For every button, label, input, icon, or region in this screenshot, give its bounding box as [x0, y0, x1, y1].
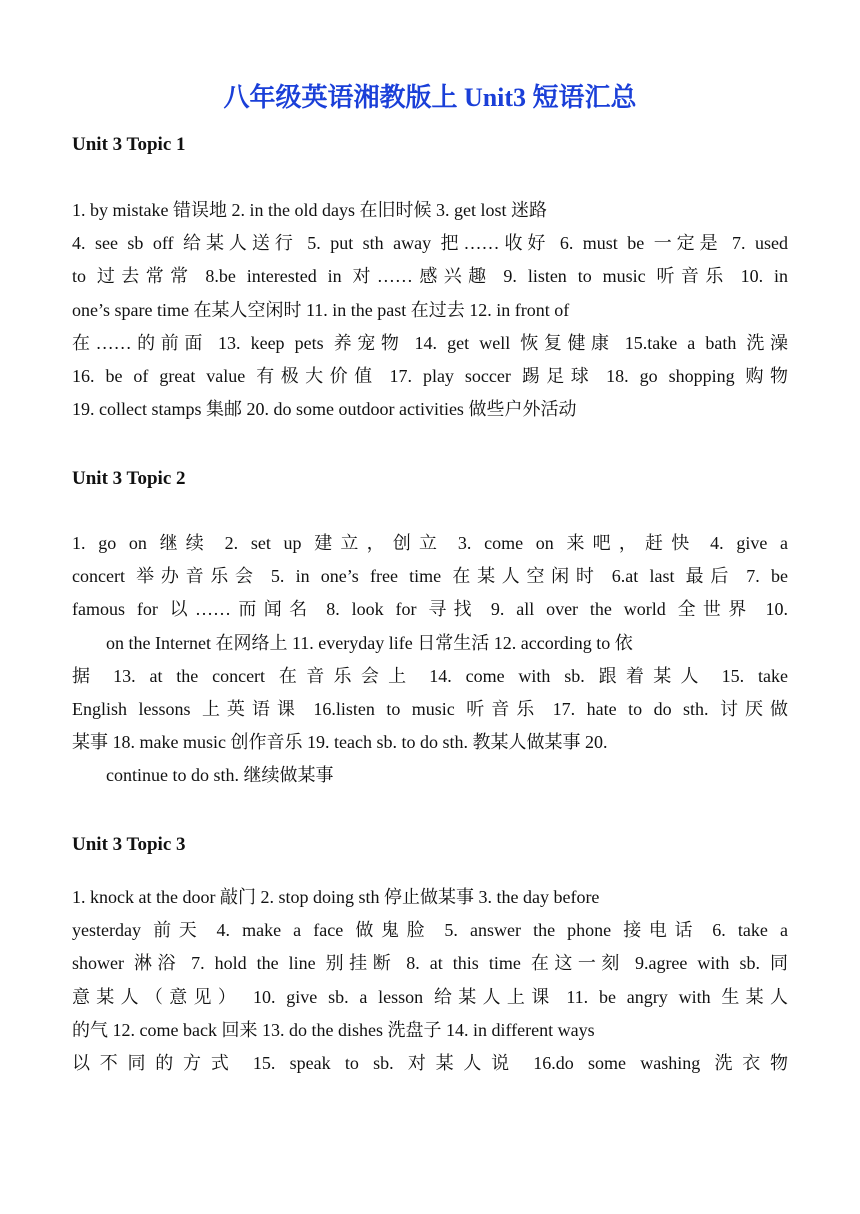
text-line: on the Internet 在网络上 11. everyday life 日常生活 12. according to 依 — [106, 632, 633, 653]
text-line: 某事 18. make music 创作音乐 19. teach sb. to do sth. 教某人做某事 20. — [72, 732, 608, 753]
text-line: to 过去常常 8.be interested in 对……感兴趣 9. listen to music 听音乐 10. in — [72, 266, 788, 287]
text-line: 以不同的方式 15. speak to sb. 对某人说 16.do some washing 洗衣物 — [72, 1052, 788, 1073]
page-title: 八年级英语湘教版上 Unit3 短语汇总 — [223, 83, 637, 112]
text-line: 1. go on 继续 2. set up 建立，创立 3. come on 来吧，赶快 4. give a — [72, 533, 788, 553]
phrase-list-topic-1 — [72, 194, 788, 426]
text-line: English lessons 上英语课 16.listen to music 听音乐 17. hate to do sth. 讨厌做 — [72, 698, 788, 719]
phrase-list-topic-2 — [72, 527, 788, 793]
phrase-list-topic-3 — [72, 881, 788, 1080]
section-heading-topic-3: Unit 3 Topic 3 — [72, 834, 186, 855]
text-line: 1. knock at the door 敲门 2. stop doing sth 停止做某事 3. the day before — [72, 887, 600, 907]
text-line: 据 13. at the concert 在音乐会上 14. come with sb. 跟着某人 15. take — [72, 665, 788, 686]
text-line: one’s spare time 在某人空闲时 11. in the past 在过去 12. in front of — [72, 299, 570, 320]
text-line: 的气 12. come back 回来 13. do the dishes 洗盘子 14. in different ways — [72, 1019, 595, 1040]
text-line: 4. see sb off 给某人送行 5. put sth away 把……收好 6. must be 一定是 7. used — [72, 233, 788, 254]
text-line: concert 举办音乐会 5. in one’s free time 在某人空闲时 6.at last 最后 7. be — [72, 566, 788, 587]
text-line: shower 淋浴 7. hold the line 别挂断 8. at this time 在这一刻 9.agree with sb. 同 — [72, 953, 788, 974]
text-line: continue to do sth. 继续做某事 — [106, 765, 334, 786]
text-line: famous for 以……而闻名 8. look for 寻找 9. all over the world 全世界 10. — [72, 599, 788, 620]
text-line: yesterday 前天 4. make a face 做鬼脸 5. answer the phone 接电话 6. take a — [72, 920, 788, 941]
text-line: 1. by mistake 错误地 2. in the old days 在旧时候 3. get lost 迷路 — [72, 200, 547, 220]
text-line: 19. collect stamps 集邮 20. do some outdoor activities 做些户外活动 — [72, 399, 577, 420]
text-line: 16. be of great value 有极大价值 17. play soccer 踢足球 18. go shopping 购物 — [72, 365, 788, 386]
text-line: 意某人（意见） 10. give sb. a lesson 给某人上课 11. be angry with 生某人 — [72, 986, 788, 1007]
section-heading-topic-2: Unit 3 Topic 2 — [72, 468, 186, 489]
text-line: 在……的前面 13. keep pets 养宠物 14. get well 恢复健康 15.take a bath 洗澡 — [72, 332, 788, 353]
section-heading-topic-1: Unit 3 Topic 1 — [72, 134, 186, 155]
